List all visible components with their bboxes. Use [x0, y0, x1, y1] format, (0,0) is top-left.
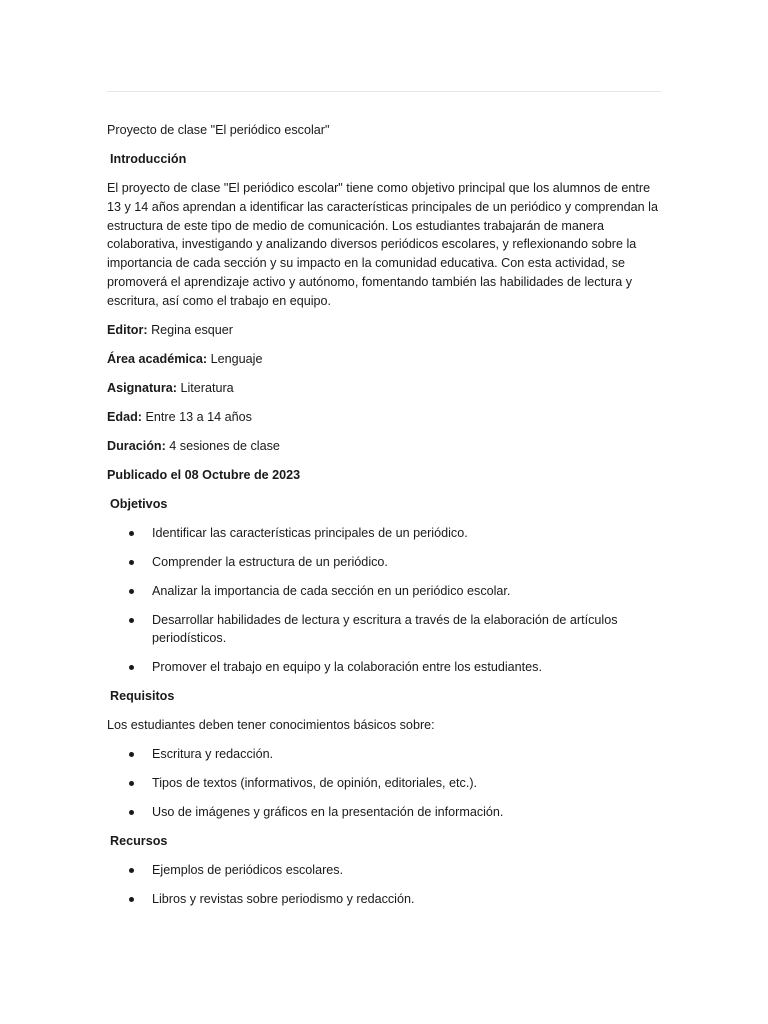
published-date: Publicado el 08 Octubre de 2023 [107, 467, 301, 482]
area-line [107, 350, 661, 369]
top-divider [107, 91, 661, 92]
list-item [107, 861, 661, 880]
duration-label: Duración: [107, 438, 166, 453]
list-item [107, 582, 661, 601]
subject-value: Literatura [180, 380, 234, 395]
list-item [107, 745, 661, 764]
bullet-icon [129, 810, 134, 815]
resources-list [107, 861, 661, 909]
duration-value: 4 sesiones de clase [169, 438, 280, 453]
list-item-text: Analizar la importancia de cada sección en un periódico escolar. [152, 583, 511, 598]
list-item-text: Ejemplos de periódicos escolares. [152, 863, 344, 878]
age-line [107, 408, 661, 427]
bullet-icon [129, 589, 134, 594]
editor-label: Editor: [107, 322, 148, 337]
list-item-text: Promover el trabajo en equipo y la colaboración entre los estudiantes. [152, 660, 542, 675]
editor-line [107, 321, 661, 340]
requirements-list [107, 745, 661, 822]
list-item [107, 524, 661, 543]
duration-line [107, 437, 661, 456]
list-item [107, 774, 661, 793]
requirements-intro: Los estudiantes deben tener conocimientos básicos sobre: [107, 718, 435, 733]
bullet-icon [129, 560, 134, 565]
list-item [107, 658, 661, 677]
resources-heading: Recursos [110, 834, 168, 849]
bullet-icon [129, 752, 134, 757]
subject-line [107, 379, 661, 398]
bullet-icon [129, 665, 134, 670]
list-item-text: Tipos de textos (informativos, de opinión, editoriales, etc.). [152, 776, 478, 791]
list-item [107, 803, 661, 822]
objectives-list [107, 524, 661, 678]
list-item-text: Uso de imágenes y gráficos en la presentación de información. [152, 805, 504, 820]
list-item-text: Libros y revistas sobre periodismo y redacción. [152, 892, 415, 907]
bullet-icon [129, 618, 134, 623]
area-value: Lenguaje [210, 351, 263, 366]
document-content [107, 121, 661, 919]
list-item [107, 553, 661, 572]
age-value: Entre 13 a 14 años [145, 409, 252, 424]
bullet-icon [129, 531, 134, 536]
list-item [107, 890, 661, 909]
intro-text: El proyecto de clase "El periódico escolar" tiene como objetivo principal que los alumnos de entre 13 y 14 años aprendan a identificar las características principales de un periódico y comprendan la estructura de este tipo de medio de comunicación. Los estudiantes trabajarán de manera colaborativa, investigando y analizando diversos periódicos escolares, y reflexionando sobre la importancia de cada sección y su impacto en la comunidad educativa. Con esta actividad, se promoverá el aprendizaje activo y autónomo, fomentando también las habilidades de lectura y escritura, así como el trabajo en equipo. [107, 180, 658, 308]
area-label: Área académica: [107, 351, 208, 366]
subject-label: Asignatura: [107, 380, 177, 395]
requirements-heading: Requisitos [110, 689, 175, 704]
list-item-text: Comprender la estructura de un periódico. [152, 554, 388, 569]
bullet-icon [129, 868, 134, 873]
list-item-text: Desarrollar habilidades de lectura y escritura a través de la elaboración de artículos periodísticos. [152, 612, 618, 646]
document-title: Proyecto de clase "El periódico escolar" [107, 123, 330, 137]
intro-heading: Introducción [110, 151, 187, 166]
bullet-icon [129, 781, 134, 786]
age-label: Edad: [107, 409, 142, 424]
list-item-text: Identificar las características principales de un periódico. [152, 525, 468, 540]
editor-value: Regina esquer [151, 322, 233, 337]
list-item [107, 611, 661, 649]
list-item-text: Escritura y redacción. [152, 747, 274, 762]
objectives-heading: Objetivos [110, 496, 168, 511]
bullet-icon [129, 897, 134, 902]
